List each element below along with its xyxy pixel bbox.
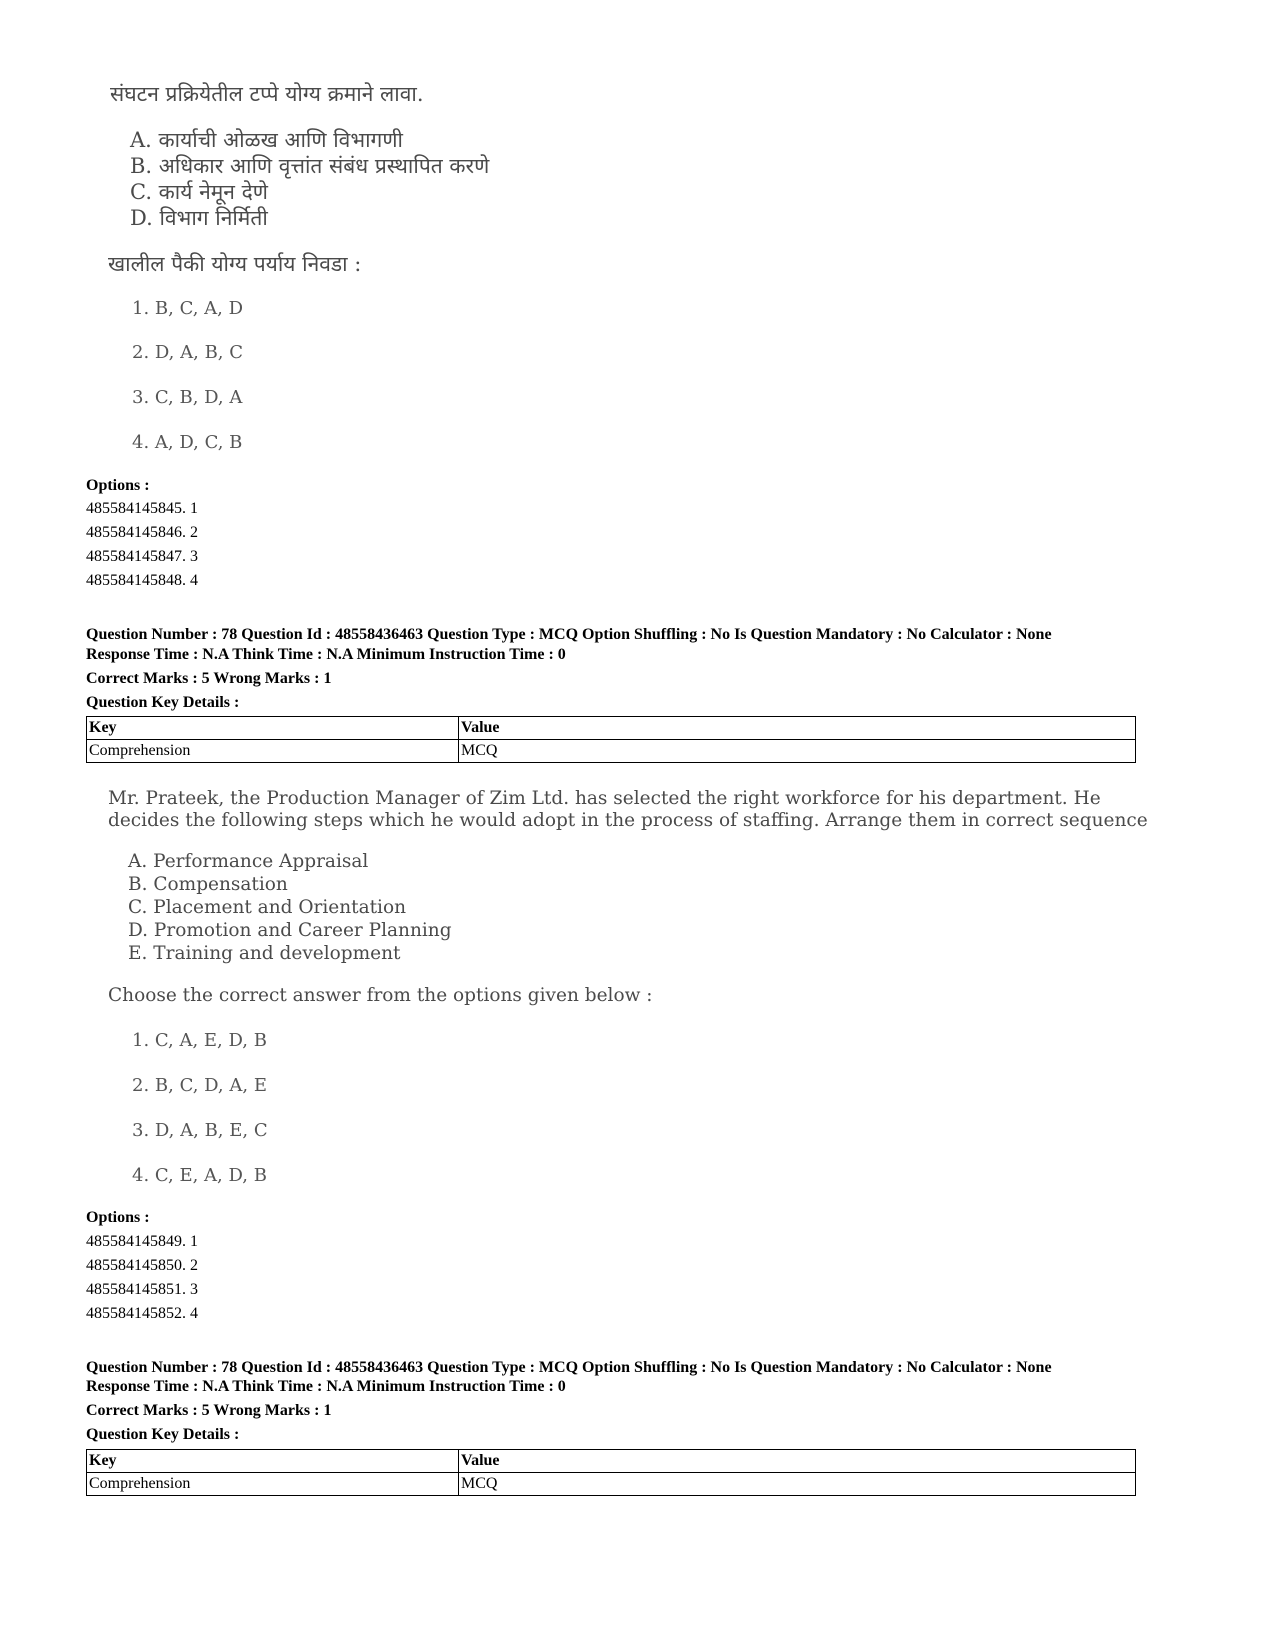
- question-2-stem: decides the following steps which he would adopt in the process of staffing. Arrange them in correct sequence: [108, 810, 1148, 831]
- question-2-item: B. Compensation: [128, 874, 288, 895]
- question-1-answer: 2. D, A, B, C: [132, 342, 244, 363]
- question-1-stem: संघटन प्रक्रियेतील टप्पे योग्य क्रमाने लावा.: [110, 82, 424, 106]
- question-meta-line: Response Time : N.A Think Time : N.A Minimum Instruction Time : 0: [86, 1378, 566, 1395]
- table-header-key: Key: [87, 1450, 459, 1473]
- table-cell-key: Comprehension: [87, 740, 459, 763]
- question-key-details-label: Question Key Details :: [86, 694, 240, 711]
- table-row: [87, 740, 1136, 763]
- table-row: [87, 1473, 1136, 1496]
- option-id: 485584145849. 1: [86, 1233, 198, 1250]
- key-details-table: [86, 1449, 1136, 1496]
- question-2-item: A. Performance Appraisal: [128, 851, 369, 872]
- question-meta-line: Question Number : 78 Question Id : 48558436463 Question Type : MCQ Option Shuffling : No Is Question Mandatory : No Calculator : None: [86, 1359, 1052, 1376]
- question-meta-line: Response Time : N.A Think Time : N.A Minimum Instruction Time : 0: [86, 646, 566, 663]
- question-1-item: D. विभाग निर्मिती: [130, 206, 268, 230]
- option-id: 485584145847. 3: [86, 548, 198, 565]
- table-header-key: Key: [87, 717, 459, 740]
- option-id: 485584145851. 3: [86, 1281, 198, 1298]
- option-id: 485584145846. 2: [86, 524, 198, 541]
- options-label: Options :: [86, 477, 150, 494]
- question-1-answer: 4. A, D, C, B: [132, 432, 243, 453]
- question-marks: Correct Marks : 5 Wrong Marks : 1: [86, 670, 332, 687]
- options-label: Options :: [86, 1209, 150, 1226]
- option-id: 485584145845. 1: [86, 500, 198, 517]
- table-header-value: Value: [459, 717, 1136, 740]
- question-1-item: C. कार्य नेमून देणे: [130, 180, 268, 204]
- table-header-value: Value: [459, 1450, 1136, 1473]
- question-2-answer: 2. B, C, D, A, E: [132, 1075, 267, 1096]
- option-id: 485584145850. 2: [86, 1257, 198, 1274]
- question-2-item: C. Placement and Orientation: [128, 897, 407, 918]
- option-id: 485584145848. 4: [86, 572, 198, 589]
- table-header-row: [87, 1450, 1136, 1473]
- question-meta-line: Question Number : 78 Question Id : 48558436463 Question Type : MCQ Option Shuffling : No Is Question Mandatory : No Calculator : None: [86, 626, 1052, 643]
- question-1-item: B. अधिकार आणि वृत्तांत संबंध प्रस्थापित करणे: [130, 154, 490, 178]
- question-1-answer: 3. C, B, D, A: [132, 387, 243, 408]
- key-details-table: [86, 716, 1136, 763]
- question-2-item: E. Training and development: [128, 943, 401, 964]
- question-2-answer: 3. D, A, B, E, C: [132, 1120, 268, 1141]
- table-cell-value: MCQ: [459, 1473, 1136, 1496]
- question-2-stem: Mr. Prateek, the Production Manager of Zim Ltd. has selected the right workforce for his department. He: [108, 788, 1101, 809]
- table-cell-value: MCQ: [459, 740, 1136, 763]
- question-marks: Correct Marks : 5 Wrong Marks : 1: [86, 1402, 332, 1419]
- question-2-answer: 4. C, E, A, D, B: [132, 1165, 267, 1186]
- question-key-details-label: Question Key Details :: [86, 1426, 240, 1443]
- table-header-row: [87, 717, 1136, 740]
- question-1-item: A. कार्याची ओळख आणि विभागणी: [130, 128, 403, 152]
- question-1-answer: 1. B, C, A, D: [132, 298, 244, 319]
- table-cell-key: Comprehension: [87, 1473, 459, 1496]
- question-2-answer: 1. C, A, E, D, B: [132, 1030, 267, 1051]
- question-2-choose: Choose the correct answer from the options given below :: [108, 985, 653, 1006]
- question-1-choose: खालील पैकी योग्य पर्याय निवडा :: [108, 252, 362, 276]
- question-2-item: D. Promotion and Career Planning: [128, 920, 452, 941]
- option-id: 485584145852. 4: [86, 1305, 198, 1322]
